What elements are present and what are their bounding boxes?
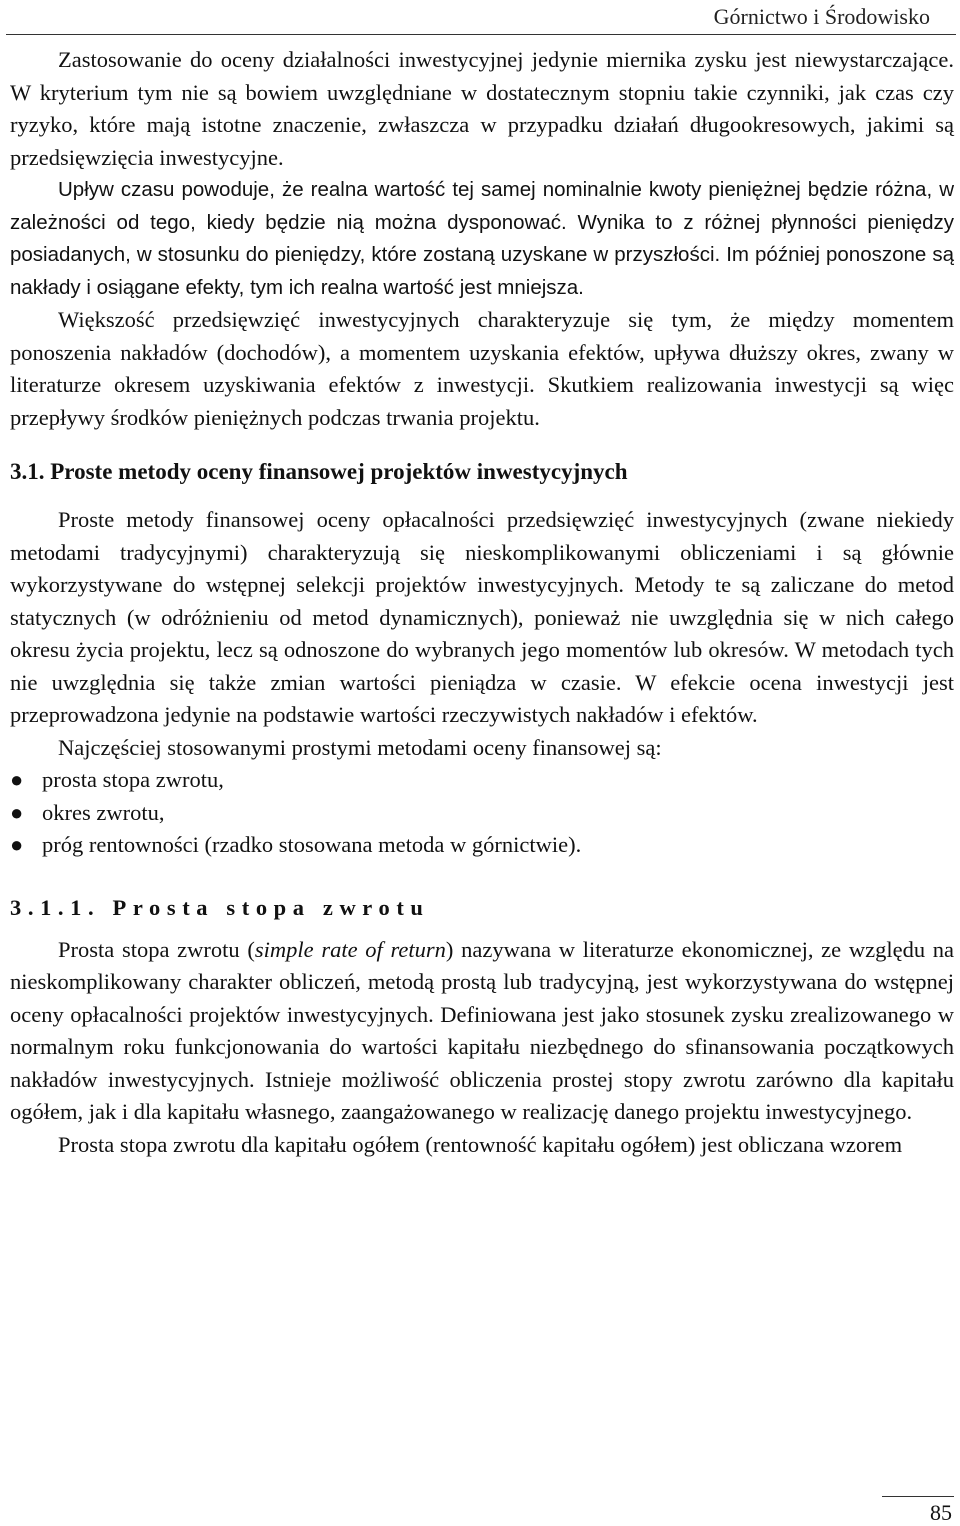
paragraph-formula-intro: Prosta stopa zwrotu dla kapitału ogółem (rentowność kapitału ogółem) jest obliczana wzorem xyxy=(58,1131,903,1157)
list-item xyxy=(10,764,954,797)
page-body xyxy=(10,44,954,1161)
page-header xyxy=(0,0,960,36)
section-heading xyxy=(10,456,954,488)
list-item-text: okres zwrotu, xyxy=(42,799,165,825)
section-number: 3.1. xyxy=(10,459,45,484)
paragraph-time-value: Upływ czasu powoduje, że realna wartość tej samej nominalnie kwoty pieniężnej będzie różna, w zależności od tego, kiedy będzie nią można dysponować. Wynika to z różnej płynności pieniędzy posiadanych, w stosunku do pieniędzy, które zostaną uzyskane w przyszłości. Im później ponoszone są nakłady i osiągane efekty, tym ich realna wartość jest mniejsza. xyxy=(10,178,954,299)
list-item-text: próg rentowności (rzadko stosowana metoda w górnictwie). xyxy=(42,832,582,857)
paragraph-simple-methods: Proste metody finansowej oceny opłacalności przedsięwzięć inwestycyjnych (zwane niekiedy metodami tradycyjnymi) charakteryzują się nieskomplikowanymi obliczeniami i są głównie wykorzystywane do wstępnej selekcji projektów inwestycyjnych. Metody te są zaliczane do metod statycznych (w odróżnieniu od metod dynamicznych), ponieważ nie uwzględnia się w nich całego okresu życia projektu, lecz są odnoszone do wybranych jego momentów lub okresów. W metodach tych nie uwzględnia się także zmian wartości pieniądza w czasie. W efekcie ocena inwestycji jest przeprowadzona jedynie na podstawie wartości rzeczywistych nakładów i efektów. xyxy=(10,507,954,727)
subsection-heading xyxy=(10,892,954,924)
bullet-icon: ● xyxy=(10,832,24,857)
paragraph-text: Prosta stopa zwrotu ( xyxy=(58,936,255,962)
list-item xyxy=(10,797,954,830)
paragraph-text: ) nazywana w literaturze ekonomicznej, ze względu na nieskomplikowany charakter obliczeń, metodą prostą lub tradycyjną, jest wykorzystywana do wstępnej oceny opłacalności projektów inwestycyjnych. Definiowana jest jako stosunek zysku zrealizowanego w normalnym roku funkcjonowania do wartości kapitału niezbędnego do sfinansowania początkowych nakładów inwestycyjnych. Istnieje możliwość obliczenia prostej stopy zwrotu zarówno dla kapitału ogółem, jak i dla kapitału własnego, zaangażowanego w realizację danego projektu inwestycyjnego. xyxy=(10,936,955,1124)
paragraph-investment-flows: Większość przedsięwzięć inwestycyjnych charakteryzuje się tym, że między momentem ponoszenia nakładów (dochodów), a momentem uzyskania efektów, upływa dłuższy okres, zwany w literaturze okresem uzyskiwania efektów z inwestycji. Skutkiem realizowania inwestycji są więc przepływy środków pieniężnych podczas trwania projektu. xyxy=(10,307,954,430)
section-title: Proste metody oceny finansowej projektów inwestycyjnych xyxy=(50,459,628,484)
english-term: simple rate of return xyxy=(254,936,446,962)
list-item-text: prosta stopa zwrotu, xyxy=(42,767,224,792)
bullet-icon: ● xyxy=(10,767,24,792)
running-header-title: Górnictwo i Środowisko xyxy=(713,4,930,29)
header-divider xyxy=(6,34,956,35)
subsection-title: Prosta stopa zwrotu xyxy=(112,894,430,920)
paragraph-simple-rate-definition xyxy=(10,934,954,1129)
page-number: 85 xyxy=(930,1500,952,1525)
subsection-number: 3.1.1. xyxy=(10,894,101,920)
footer-divider xyxy=(882,1496,954,1497)
paragraph-profit-criterion: Zastosowanie do oceny działalności inwestycyjnej jedynie miernika zysku jest niewystarczające. W kryterium tym nie są bowiem uwzględniane w dostatecznym stopniu takie czynniki, jak czas czy ryzyko, które mają istotne znaczenie, zwłaszcza w przypadku działań długookresowych, jakimi są przedsięwzięcia inwestycyjne. xyxy=(10,47,954,170)
paragraph-methods-intro: Najczęściej stosowanymi prostymi metodami oceny finansowej są: xyxy=(58,734,662,760)
methods-list xyxy=(10,764,954,862)
list-item xyxy=(10,829,954,862)
bullet-icon: ● xyxy=(10,799,24,825)
